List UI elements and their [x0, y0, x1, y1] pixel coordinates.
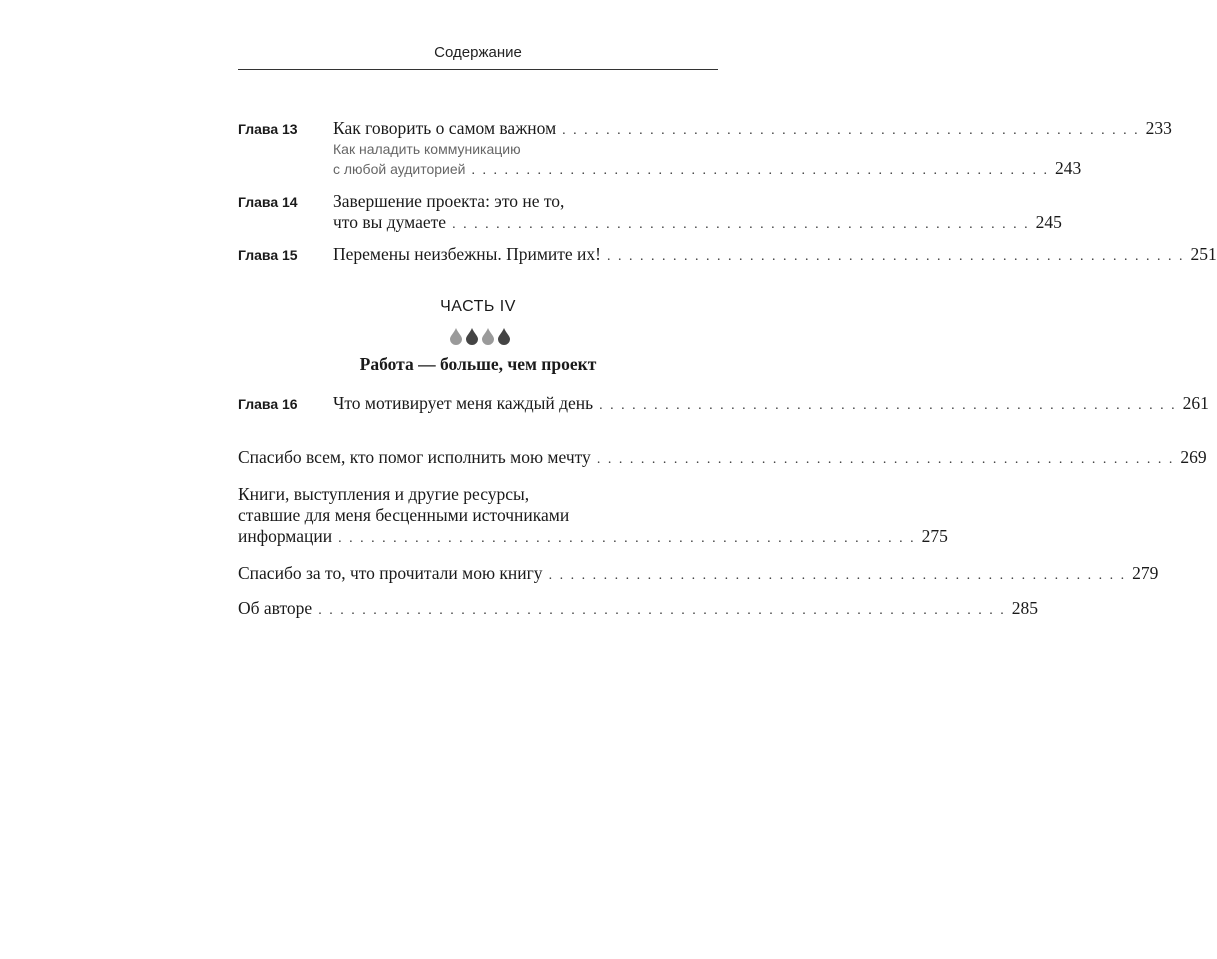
chapter-label: Глава 16 [238, 396, 298, 412]
leader-dots: . . . . . . . . . . . . . . . . . . . . . . . . . . . . . . . . . . . . . . . . . . . . . . . . . . . . . [548, 568, 1127, 583]
page-number: 243 [1054, 158, 1082, 178]
drop-icon [450, 328, 462, 345]
page-number: 233 [1145, 118, 1172, 138]
drop-icon [498, 328, 510, 345]
subsection-title: Как наладить коммуникацию [333, 141, 521, 157]
leader-dots: . . . . . . . . . . . . . . . . . . . . . . . . . . . . . . . . . . . . . . . . . . . . . . . . . . . . . [599, 398, 1177, 413]
toc-entry-chapter-16[interactable] [238, 393, 1209, 416]
toc-entry-resources-line1[interactable] [238, 484, 716, 504]
leader-dots: . . . . . . . . . . . . . . . . . . . . . . . . . . . . . . . . . . . . . . . . . . . . . . . . . . . . . [607, 249, 1185, 264]
leader-dots: . . . . . . . . . . . . . . . . . . . . . . . . . . . . . . . . . . . . . . . . . . . . . . . . . . . . . [452, 217, 1030, 232]
chapter-label: Глава 13 [238, 121, 298, 137]
entry-title: Спасибо всем, кто помог исполнить мою мечту [238, 447, 591, 467]
leader-dots: . . . . . . . . . . . . . . . . . . . . . . . . . . . . . . . . . . . . . . . . . . . . . . . . . . . . . . . . . . . . . . . [318, 603, 1006, 618]
header-rule [238, 69, 718, 70]
drop-icon [466, 328, 478, 345]
part-label: ЧАСТЬ IV [440, 298, 516, 315]
leader-dots: . . . . . . . . . . . . . . . . . . . . . . . . . . . . . . . . . . . . . . . . . . . . . . . . . . . . . [338, 531, 916, 546]
leader-dots: . . . . . . . . . . . . . . . . . . . . . . . . . . . . . . . . . . . . . . . . . . . . . . . . . . . . . [562, 123, 1140, 138]
chapter-title: Что мотивирует меня каждый день [333, 393, 594, 413]
toc-entry-acknowledgements[interactable] [238, 447, 1207, 470]
toc-entry-chapter-15[interactable] [238, 244, 1217, 267]
entry-title: Спасибо за то, что прочитали мою книгу [238, 563, 543, 583]
toc-entry-about-author[interactable] [238, 598, 1038, 621]
chapter-label: Глава 15 [238, 247, 298, 263]
toc-entry-resources[interactable] [238, 526, 948, 549]
chapter-title: Перемены неизбежны. Примите их! [333, 244, 602, 264]
toc-entry-resources-line2[interactable] [238, 505, 716, 525]
leader-dots: . . . . . . . . . . . . . . . . . . . . . . . . . . . . . . . . . . . . . . . . . . . . . . . . . . . . . [596, 452, 1175, 467]
toc-subentry-line [238, 139, 716, 159]
chapter-title: Завершение проекта: это не то, [333, 191, 565, 211]
page-number: 245 [1035, 212, 1062, 232]
chapter-label: Глава 14 [238, 194, 298, 210]
chapter-title: Как говорить о самом важном [333, 118, 557, 138]
entry-title-cont: информации [238, 526, 333, 546]
four-drops-icon [448, 327, 512, 345]
page-number: 261 [1182, 393, 1209, 413]
toc-entry-chapter-14[interactable] [238, 191, 716, 212]
page-number: 279 [1132, 563, 1159, 583]
page-number: 285 [1011, 598, 1038, 618]
entry-title: Об авторе [238, 598, 313, 618]
page-number: 251 [1190, 244, 1217, 264]
toc-entry-chapter-14-cont[interactable] [238, 212, 1062, 235]
running-header: Содержание [434, 44, 522, 61]
toc-entry-thanks-for-reading[interactable] [238, 563, 1159, 586]
subsection-title: с любой аудиторией [333, 161, 466, 177]
drop-icon [482, 328, 494, 345]
entry-title: Книги, выступления и другие ресурсы, [238, 484, 530, 504]
part-title: Работа — больше, чем проект [359, 354, 597, 374]
chapter-title-cont: что вы думаете [333, 212, 447, 232]
entry-title-cont: ставшие для меня бесценными источниками [238, 505, 570, 525]
page-number: 275 [921, 526, 948, 546]
toc-entry-chapter-13[interactable] [238, 118, 1172, 141]
page-number: 269 [1180, 447, 1207, 467]
leader-dots: . . . . . . . . . . . . . . . . . . . . . . . . . . . . . . . . . . . . . . . . . . . . . . . . . . . . . [471, 163, 1049, 178]
toc-subentry-chapter-13[interactable] [238, 158, 1082, 181]
